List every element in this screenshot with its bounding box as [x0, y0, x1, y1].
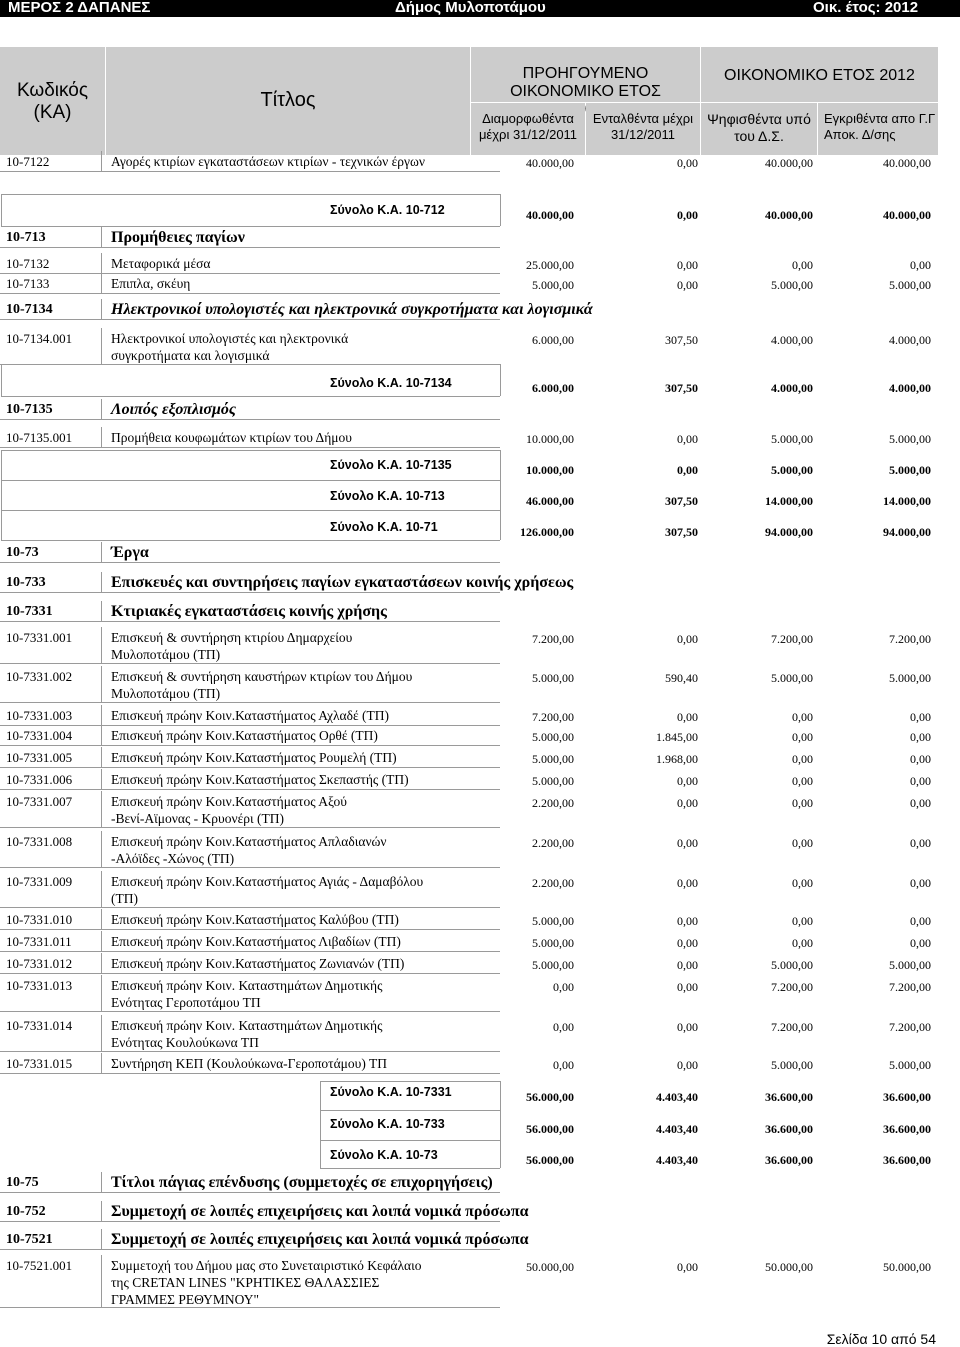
amount-cell: 590,40 [665, 671, 698, 685]
amount-cell: 4.000,00 [771, 333, 813, 347]
row-divider [0, 789, 500, 790]
account-title: Επισκευή πρώην Κοιν.Καταστήματος Ορθέ (ΤΠ) [111, 728, 378, 743]
account-title: Επισκευή πρώην Κοιν.Καταστήματος Ρουμελή (ΤΠ) [111, 750, 397, 765]
row-divider [101, 953, 102, 973]
amount-cell: 4.403,40 [656, 1153, 698, 1167]
account-title: Προμήθειες παγίων [111, 229, 245, 246]
row-divider [1, 480, 500, 481]
row-divider [320, 1140, 321, 1168]
account-title: Προμήθεια κουφωμάτων κτιρίων του Δήμου [111, 430, 352, 445]
row-divider [101, 871, 102, 907]
amount-cell: 14.000,00 [765, 494, 813, 508]
amount-cell: 5.000,00 [889, 958, 931, 972]
amount-cell: 1.968,00 [656, 752, 698, 766]
amount-cell: 56.000,00 [526, 1122, 574, 1136]
account-title-line2: Ενότητας Γεροποτάμου ΤΠ [111, 995, 261, 1010]
subtotal-label: Σύνολο Κ.Α. 10-7134 [330, 376, 452, 390]
account-title: Επισκευές και συντηρήσεις παγίων εγκαταστάσεων κοινής χρήσεως [111, 574, 574, 591]
account-title: Ηλεκτρονικοί υπολογιστές και ηλεκτρονικά συγκροτήματα και λογισμικά [111, 301, 593, 318]
amount-cell: 10.000,00 [526, 463, 574, 477]
amount-cell: 0,00 [792, 936, 813, 950]
account-title: Επισκευή πρώην Κοιν.Καταστήματος Αγιάς - Δαμαβόλου [111, 874, 424, 889]
account-code: 10-7331.013 [6, 978, 73, 993]
amount-cell: 2.200,00 [532, 796, 574, 810]
row-divider [0, 827, 500, 828]
account-code: 10-7331.002 [6, 669, 73, 684]
row-divider [0, 907, 500, 908]
amount-cell: 0,00 [553, 980, 574, 994]
amount-cell: 0,00 [792, 796, 813, 810]
subtotal-label: Σύνολο Κ.Α. 10-713 [330, 489, 445, 503]
amount-cell: 36.600,00 [883, 1153, 931, 1167]
amount-cell: 0,00 [677, 1020, 698, 1034]
row-divider [0, 745, 500, 746]
account-title: Τίτλοι πάγιας επένδυσης (συμμετοχές σε επιχορηγήσεις) [111, 1174, 493, 1191]
amount-cell: 0,00 [553, 1020, 574, 1034]
row-divider [101, 1229, 102, 1249]
row-divider [1, 540, 500, 541]
amount-cell: 50.000,00 [765, 1260, 813, 1274]
amount-cell: 0,00 [677, 156, 698, 170]
account-title: Επισκευή πρώην Κοιν.Καταστήματος Λιβαδίων (ΤΠ) [111, 934, 401, 949]
row-divider [0, 319, 500, 320]
amount-cell: 5.000,00 [889, 1058, 931, 1072]
amount-cell: 0,00 [677, 258, 698, 272]
fiscal-year-label: Οικ. έτος: 2012 [813, 0, 919, 16]
amount-cell: 5.000,00 [889, 432, 931, 446]
account-title: Ηλεκτρονικοί υπολογιστές και ηλεκτρονικά [111, 331, 349, 346]
amount-cell: 5.000,00 [532, 936, 574, 950]
amount-cell: 25.000,00 [526, 258, 574, 272]
amount-cell: 0,00 [910, 796, 931, 810]
amount-cell: 50.000,00 [526, 1260, 574, 1274]
row-divider [101, 666, 102, 702]
row-divider [101, 725, 102, 745]
subtotal-label: Σύνολο Κ.Α. 10-71 [330, 520, 438, 534]
amount-cell: 36.600,00 [765, 1122, 813, 1136]
amount-cell: 0,00 [792, 710, 813, 724]
amount-cell: 6.000,00 [532, 333, 574, 347]
account-code: 10-7331.003 [6, 708, 73, 723]
amount-cell: 46.000,00 [526, 494, 574, 508]
amount-cell: 5.000,00 [771, 958, 813, 972]
row-divider [320, 1168, 500, 1169]
amount-cell: 5.000,00 [532, 278, 574, 292]
account-code: 10-713 [6, 230, 46, 245]
amount-cell: 14.000,00 [883, 494, 931, 508]
row-divider [0, 1073, 500, 1074]
account-title: Συμμετοχή του Δήμου μας στο Συνεταιριστικό Κεφάλαιο [111, 1258, 422, 1273]
row-divider [0, 1307, 500, 1308]
amount-cell: 0,00 [910, 774, 931, 788]
amount-cell: 0,00 [910, 936, 931, 950]
account-title-line2: (ΤΠ) [111, 891, 138, 906]
account-title: Συμμετοχή σε λοιπές επιχειρήσεις και λοιπά νομικά πρόσωπα [111, 1231, 529, 1248]
account-code: 10-7132 [6, 256, 50, 271]
row-divider [101, 1201, 102, 1221]
subtotal-label: Σύνολο Κ.Α. 10-7135 [330, 458, 452, 472]
header-col3: Ψηφισθέντα υπό του Δ.Σ. [701, 103, 817, 155]
account-code: 10-752 [6, 1204, 46, 1219]
subtotal-label: Σύνολο Κ.Α. 10-733 [330, 1117, 445, 1131]
amount-cell: 5.000,00 [532, 671, 574, 685]
row-divider [101, 399, 102, 419]
row-divider [320, 1140, 500, 1141]
amount-cell: 5.000,00 [532, 752, 574, 766]
account-title: Επισκευή πρώην Κοιν. Καταστημάτων Δημοτικής [111, 978, 383, 993]
account-title-line2: Ενότητας Κουλούκωνα ΤΠ [111, 1035, 259, 1050]
row-divider [0, 951, 500, 952]
amount-cell: 40.000,00 [883, 156, 931, 170]
amount-cell: 40.000,00 [883, 208, 931, 222]
account-code: 10-7331.004 [6, 728, 73, 743]
header-col1: Διαμορφωθέντα μέχρι 31/12/2011 [471, 103, 585, 155]
row-divider [0, 273, 500, 274]
row-divider [101, 747, 102, 767]
account-title-line2: της CRETAN LINES "ΚΡΗΤΙΚΕΣ ΘΑΛΑΣΣΙΕΣ [111, 1275, 380, 1290]
amount-cell: 307,50 [665, 333, 698, 347]
amount-cell: 307,50 [665, 525, 698, 539]
amount-cell: 4.000,00 [889, 381, 931, 395]
amount-cell: 10.000,00 [526, 432, 574, 446]
account-title: Επισκευή & συντήρηση κτιρίου Δημαρχείου [111, 630, 353, 645]
row-divider [101, 328, 102, 364]
amount-cell: 0,00 [677, 958, 698, 972]
row-divider [101, 831, 102, 867]
row-divider [1, 480, 2, 510]
row-divider [0, 171, 500, 172]
amount-cell: 1.845,00 [656, 730, 698, 744]
amount-cell: 0,00 [910, 730, 931, 744]
amount-cell: 7.200,00 [771, 1020, 813, 1034]
row-divider [101, 253, 102, 273]
row-divider [101, 427, 102, 447]
amount-cell: 0,00 [910, 710, 931, 724]
row-divider [0, 562, 500, 563]
account-title: Επισκευή & συντήρηση καυστήρων κτιρίων του Δήμου [111, 669, 413, 684]
amount-cell: 36.600,00 [883, 1090, 931, 1104]
account-title: Συντήρηση ΚΕΠ (Κουλούκωνα-Γεροποτάμου) ΤΠ [111, 1056, 387, 1071]
amount-cell: 40.000,00 [765, 156, 813, 170]
row-divider [0, 621, 500, 622]
amount-cell: 7.200,00 [771, 980, 813, 994]
amount-cell: 0,00 [677, 710, 698, 724]
row-divider [0, 1192, 500, 1193]
amount-cell: 307,50 [665, 494, 698, 508]
account-code: 10-7133 [6, 276, 50, 291]
row-divider [101, 791, 102, 827]
amount-cell: 56.000,00 [526, 1090, 574, 1104]
account-title: Επισκευή πρώην Κοιν.Καταστήματος Αξού [111, 794, 347, 809]
row-divider [0, 293, 500, 294]
amount-cell: 7.200,00 [889, 1020, 931, 1034]
amount-cell: 0,00 [677, 463, 698, 477]
amount-cell: 0,00 [677, 836, 698, 850]
amount-cell: 0,00 [677, 876, 698, 890]
row-divider [101, 299, 102, 319]
amount-cell: 5.000,00 [889, 463, 931, 477]
row-divider [0, 702, 500, 703]
row-divider [101, 705, 102, 725]
amount-cell: 0,00 [677, 980, 698, 994]
account-title: Επισκευή πρώην Κοιν.Καταστήματος Καλύβου (ΤΠ) [111, 912, 399, 927]
header-prev-year: ΠΡΟΗΓΟΥΜΕΝΟ ΟΙΚΟΝΟΜΙΚΟ ΕΤΟΣ [471, 47, 700, 102]
amount-cell: 5.000,00 [771, 463, 813, 477]
account-title: Επισκευή πρώην Κοιν.Καταστήματος Σκεπαστής (ΤΠ) [111, 772, 409, 787]
row-divider [101, 542, 102, 562]
account-title: Επισκευή πρώην Κοιν. Καταστημάτων Δημοτικής [111, 1018, 383, 1033]
account-code: 10-73 [6, 545, 39, 560]
amount-cell: 0,00 [677, 914, 698, 928]
amount-cell: 5.000,00 [771, 671, 813, 685]
row-divider [101, 1053, 102, 1073]
account-code: 10-7331.005 [6, 750, 73, 765]
amount-cell: 0,00 [677, 936, 698, 950]
row-divider [101, 931, 102, 951]
row-divider [101, 1172, 102, 1192]
amount-cell: 4.403,40 [656, 1090, 698, 1104]
amount-cell: 7.200,00 [889, 980, 931, 994]
account-title: Έργα [111, 544, 149, 561]
account-code: 10-733 [6, 575, 46, 590]
amount-cell: 5.000,00 [532, 730, 574, 744]
amount-cell: 7.200,00 [532, 632, 574, 646]
row-divider [0, 247, 500, 248]
account-code: 10-7331.007 [6, 794, 73, 809]
row-divider [0, 1249, 500, 1250]
amount-cell: 36.600,00 [765, 1090, 813, 1104]
row-divider [0, 725, 500, 726]
row-divider [101, 769, 102, 789]
amount-cell: 307,50 [665, 381, 698, 395]
amount-cell: 0,00 [677, 432, 698, 446]
row-divider [0, 592, 500, 593]
account-title: Μεταφορικά μέσα [111, 256, 211, 271]
row-divider [1, 510, 2, 540]
account-title-line2: -Βενί-Αϊμονας - Κρυονέρι (ΤΠ) [111, 811, 284, 826]
amount-cell: 2.200,00 [532, 836, 574, 850]
row-divider [320, 1110, 500, 1111]
account-title: Αγορές κτιρίων εγκαταστάσεων κτιρίων - τεχνικών έργων [111, 154, 425, 169]
account-code: 10-75 [6, 1175, 39, 1190]
municipality-label: Δήμος Μυλοποτάμου [395, 0, 546, 16]
account-code: 10-7331 [6, 604, 53, 619]
amount-cell: 36.600,00 [883, 1122, 931, 1136]
row-divider [0, 447, 500, 448]
amount-cell: 7.200,00 [532, 710, 574, 724]
row-divider [1, 450, 2, 480]
amount-cell: 6.000,00 [532, 381, 574, 395]
row-divider [0, 973, 500, 974]
amount-cell: 0,00 [792, 258, 813, 272]
amount-cell: 5.000,00 [771, 278, 813, 292]
top-bar [0, 0, 960, 17]
amount-cell: 5.000,00 [889, 278, 931, 292]
amount-cell: 0,00 [677, 774, 698, 788]
amount-cell: 0,00 [792, 914, 813, 928]
account-code: 10-7331.011 [6, 934, 72, 949]
account-title-line3: ΓΡΑΜΜΕΣ ΡΕΘΥΜΝΟΥ" [111, 1292, 259, 1307]
account-code: 10-7331.001 [6, 630, 73, 645]
account-code: 10-7134.001 [6, 331, 73, 346]
account-code: 10-7331.015 [6, 1056, 73, 1071]
row-divider [1, 364, 500, 365]
row-divider [101, 975, 102, 1011]
amount-cell: 0,00 [910, 836, 931, 850]
row-divider [0, 1221, 500, 1222]
account-title: Συμμετοχή σε λοιπές επιχειρήσεις και λοιπά νομικά πρόσωπα [111, 1203, 529, 1220]
account-title-line2: Μυλοποτάμου (ΤΠ) [111, 686, 221, 701]
amount-cell: 0,00 [910, 876, 931, 890]
amount-cell: 0,00 [677, 632, 698, 646]
row-divider [0, 767, 500, 768]
amount-cell: 0,00 [677, 1058, 698, 1072]
table-header [0, 47, 938, 155]
amount-cell: 4.000,00 [889, 333, 931, 347]
amount-cell: 5.000,00 [889, 671, 931, 685]
amount-cell: 0,00 [910, 914, 931, 928]
amount-cell: 0,00 [910, 258, 931, 272]
account-title: Λοιπός εξοπλισμός [111, 401, 237, 418]
account-code: 10-7331.009 [6, 874, 73, 889]
row-divider [320, 1110, 321, 1140]
account-code: 10-7331.014 [6, 1018, 73, 1033]
header-cur-year: ΟΙΚΟΝΟΜΙΚΟ ΕΤΟΣ 2012 [701, 47, 938, 102]
account-code: 10-7331.012 [6, 956, 73, 971]
amount-cell: 5.000,00 [532, 914, 574, 928]
amount-cell: 126.000,00 [520, 525, 574, 539]
row-divider [101, 601, 102, 621]
amount-cell: 0,00 [677, 796, 698, 810]
row-divider [1, 396, 500, 397]
subtotal-label: Σύνολο Κ.Α. 10-712 [330, 203, 445, 217]
row-divider [0, 867, 500, 868]
account-title: Επιπλα, σκέυη [111, 276, 191, 291]
amount-cell: 36.600,00 [765, 1153, 813, 1167]
row-divider [1, 194, 2, 226]
amount-cell: 2.200,00 [532, 876, 574, 890]
amount-cell: 94.000,00 [765, 525, 813, 539]
amount-cell: 0,00 [677, 208, 698, 222]
amount-cell: 5.000,00 [771, 1058, 813, 1072]
account-code: 10-7331.006 [6, 772, 73, 787]
amount-cell: 0,00 [792, 730, 813, 744]
row-divider [0, 1051, 500, 1052]
row-divider [320, 1081, 321, 1110]
row-divider [0, 1011, 500, 1012]
row-divider [101, 572, 102, 592]
account-code: 10-7331.008 [6, 834, 73, 849]
amount-cell: 0,00 [792, 774, 813, 788]
row-divider [101, 273, 102, 293]
row-divider [101, 909, 102, 929]
amount-cell: 40.000,00 [526, 208, 574, 222]
amount-cell: 0,00 [792, 836, 813, 850]
header-code: Κωδικός (ΚΑ) [0, 47, 105, 155]
row-divider [101, 627, 102, 663]
row-divider [320, 1081, 500, 1082]
account-code: 10-7135.001 [6, 430, 73, 445]
amount-cell: 0,00 [677, 278, 698, 292]
row-divider [101, 1015, 102, 1051]
amount-cell: 50.000,00 [883, 1260, 931, 1274]
header-col4: Εγκριθέντα απο Γ.Γ Αποκ. Δ/σης [818, 103, 938, 155]
account-code: 10-7135 [6, 402, 53, 417]
amount-cell: 4.403,40 [656, 1122, 698, 1136]
row-divider [101, 227, 102, 247]
amount-cell: 0,00 [910, 752, 931, 766]
account-title: Κτιριακές εγκαταστάσεις κοινής χρήσης [111, 603, 387, 620]
amount-cell: 5.000,00 [532, 774, 574, 788]
amount-cell: 56.000,00 [526, 1153, 574, 1167]
amount-cell: 40.000,00 [526, 156, 574, 170]
account-code: 10-7122 [6, 154, 50, 169]
row-divider [0, 929, 500, 930]
subtotal-label: Σύνολο Κ.Α. 10-73 [330, 1148, 438, 1162]
amount-cell: 7.200,00 [889, 632, 931, 646]
row-divider [0, 419, 500, 420]
row-divider [1, 450, 500, 451]
amount-cell: 0,00 [792, 752, 813, 766]
account-title: Επισκευή πρώην Κοιν.Καταστήματος Ζωνιανών (ΤΠ) [111, 956, 405, 971]
amount-cell: 4.000,00 [771, 381, 813, 395]
header-title: Τίτλος [106, 47, 470, 155]
amount-cell: 0,00 [677, 1260, 698, 1274]
row-divider [101, 1255, 102, 1307]
subtotal-label: Σύνολο Κ.Α. 10-7331 [330, 1085, 452, 1099]
amount-cell: 94.000,00 [883, 525, 931, 539]
amount-cell: 0,00 [792, 876, 813, 890]
account-title-line2: συγκροτήματα και λογισμικά [111, 348, 270, 363]
account-code: 10-7134 [6, 302, 53, 317]
page-number: Σελίδα 10 από 54 [826, 1331, 936, 1347]
account-title: Επισκευή πρώην Κοιν.Καταστήματος Απλαδιανών [111, 834, 387, 849]
amount-cell: 5.000,00 [532, 958, 574, 972]
amount-cell: 0,00 [553, 1058, 574, 1072]
row-divider [0, 663, 500, 664]
row-divider [101, 151, 102, 171]
account-code: 10-7521.001 [6, 1258, 73, 1273]
row-divider [1, 510, 500, 511]
account-code: 10-7521 [6, 1232, 53, 1247]
account-title-line2: -Αλόϊδες -Χώνος (ΤΠ) [111, 851, 235, 866]
amount-cell: 7.200,00 [771, 632, 813, 646]
part-label: ΜΕΡΟΣ 2 ΔΑΠΑΝΕΣ [8, 0, 151, 16]
account-code: 10-7331.010 [6, 912, 73, 927]
account-title: Επισκευή πρώην Κοιν.Καταστήματος Αχλαδέ (ΤΠ) [111, 708, 390, 723]
row-divider [1, 194, 500, 195]
amount-cell: 40.000,00 [765, 208, 813, 222]
row-divider [1, 226, 500, 227]
amount-cell: 5.000,00 [771, 432, 813, 446]
row-divider [1, 364, 2, 396]
account-title-line2: Μυλοποτάμου (ΤΠ) [111, 647, 221, 662]
header-col2: Ενταλθέντα μέχρι 31/12/2011 [586, 103, 700, 155]
